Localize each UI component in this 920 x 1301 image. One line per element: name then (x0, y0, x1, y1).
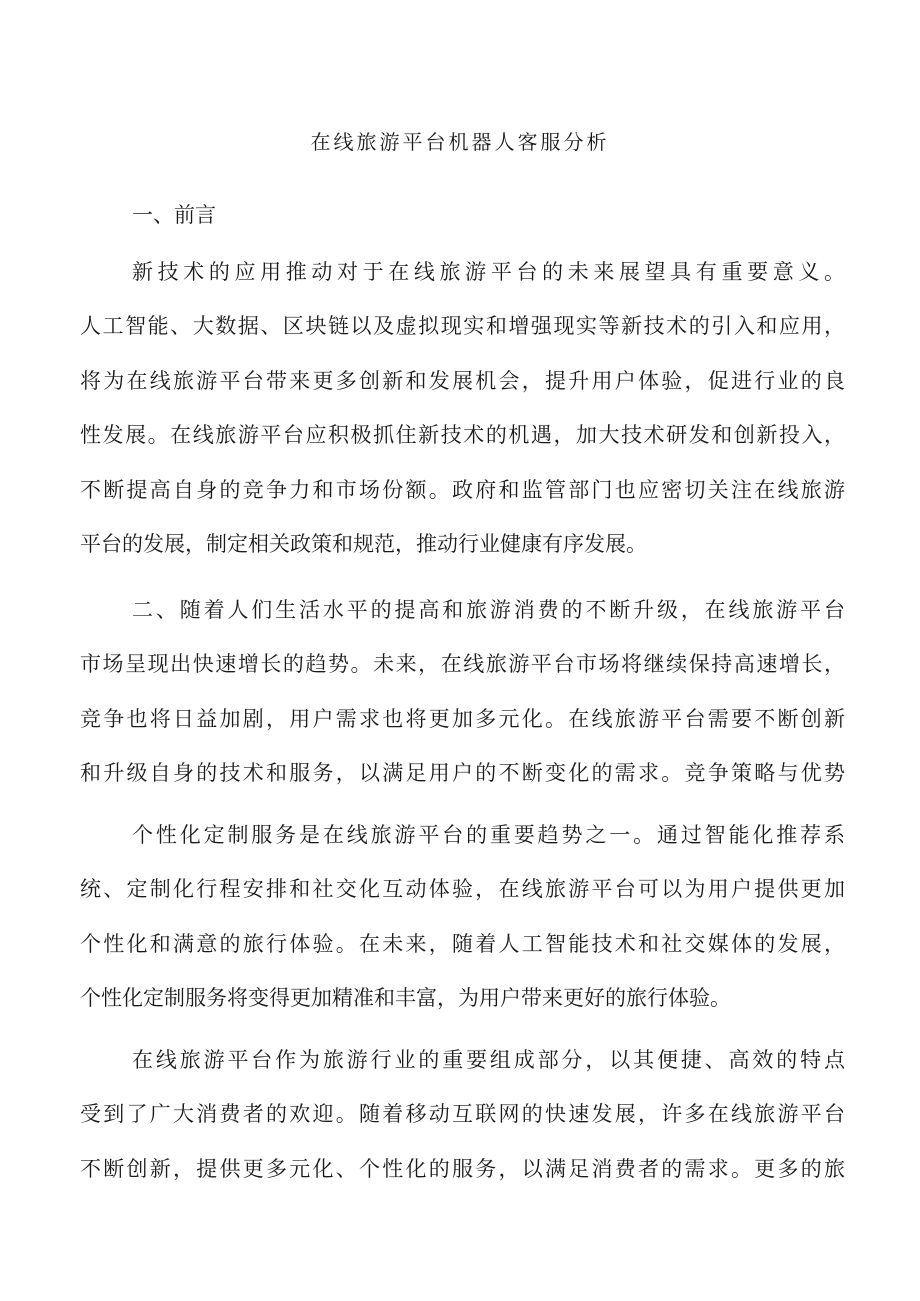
paragraph-line: 统、定制化行程安排和社交化互动体验，在线旅游平台可以为用户提供更加 (80, 877, 845, 902)
paragraph-line: 市场呈现出快速增长的趋势。未来，在线旅游平台市场将继续保持高速增长， (80, 652, 845, 677)
paragraph-line: 不断提高自身的竞争力和市场份额。政府和监管部门也应密切关注在线旅游 (80, 477, 845, 502)
paragraph-line: 不断创新，提供更多元化、个性化的服务，以满足消费者的需求。更多的旅 (80, 1156, 845, 1181)
paragraph-market-growth (80, 583, 845, 801)
paragraph-personalization (80, 808, 845, 1026)
paragraph-line: 新技术的应用推动对于在线旅游平台的未来展望具有重要意义。 (132, 260, 845, 284)
paragraph-line: 受到了广大消费者的欢迎。随着移动互联网的快速发展，许多在线旅游平台 (80, 1102, 845, 1127)
paragraph-line: 人工智能、大数据、区块链以及虚拟现实和增强现实等新技术的引入和应用， (80, 314, 845, 339)
paragraph-line: 性发展。在线旅游平台应积极抓住新技术的机遇，加大技术研发和创新投入， (80, 423, 845, 448)
paragraph-new-technology (80, 245, 845, 571)
paragraph-line: 竞争也将日益加剧，用户需求也将更加多元化。在线旅游平台需要不断创新 (80, 706, 845, 731)
paragraph-line: 个性化定制服务是在线旅游平台的重要趋势之一。通过智能化推荐系 (132, 823, 845, 847)
section-heading-preface: 一、前言 (132, 203, 216, 227)
paragraph-line: 个性化定制服务将变得更加精准和丰富，为用户带来更好的旅行体验。 (80, 986, 731, 1011)
paragraph-line: 二、随着人们生活水平的提高和旅游消费的不断升级，在线旅游平台 (132, 598, 845, 622)
paragraph-line: 和升级自身的技术和服务，以满足用户的不断变化的需求。竞争策略与优势 (80, 761, 845, 786)
document-title: 在线旅游平台机器人客服分析 (310, 130, 610, 154)
paragraph-industry-role (80, 1033, 845, 1196)
paragraph-line: 个性化和满意的旅行体验。在未来，随着人工智能技术和社交媒体的发展， (80, 931, 845, 956)
paragraph-line: 将为在线旅游平台带来更多创新和发展机会，提升用户体验，促进行业的良 (80, 368, 845, 393)
paragraph-line: 平台的发展，制定相关政策和规范，推动行业健康有序发展。 (80, 531, 647, 556)
paragraph-line: 在线旅游平台作为旅游行业的重要组成部分，以其便捷、高效的特点 (132, 1048, 845, 1072)
